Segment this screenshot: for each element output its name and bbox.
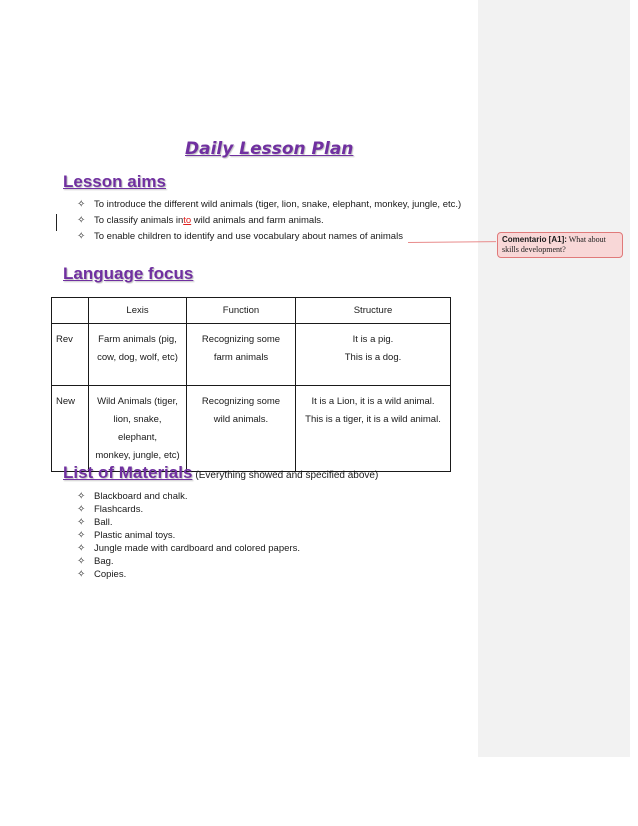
list-item[interactable]: ✧ Flashcards. — [77, 504, 144, 515]
bullet-icon: ✧ — [77, 491, 86, 502]
row-label: New — [52, 386, 89, 472]
bullet-icon: ✧ — [77, 569, 86, 580]
bullet-icon: ✧ — [77, 504, 86, 515]
comment-text: What about skills development? — [502, 235, 606, 254]
language-focus-table — [51, 297, 451, 472]
page-title: Daily Lesson Plan — [185, 139, 354, 159]
bullet-icon: ✧ — [77, 215, 86, 226]
bullet-icon: ✧ — [77, 231, 86, 242]
list-item[interactable]: ✧ Blackboard and chalk. — [77, 491, 188, 502]
list-item[interactable]: ✧ Bag. — [77, 556, 114, 567]
list-item[interactable]: ✧ To introduce the different wild animals (tiger, lion, snake, elephant, monkey, jungle, etc.) — [77, 197, 461, 213]
comment-margin-pane — [478, 0, 630, 757]
materials-note: (Everything showed and specified above) — [195, 470, 379, 481]
structure-cell: It is a Lion, it is a wild animal. This is a tiger, it is a wild animal. — [296, 386, 451, 472]
language-focus-heading: Language focus — [63, 264, 194, 283]
comment-balloon[interactable] — [497, 232, 623, 258]
lexis-cell: Farm animals (pig, cow, dog, wolf, etc) — [89, 324, 187, 386]
table-row — [52, 324, 451, 386]
table-header-cell: Function — [187, 298, 296, 324]
table-header-cell — [52, 298, 89, 324]
page-edge — [630, 0, 638, 826]
bullet-icon: ✧ — [77, 543, 86, 554]
table-row — [52, 386, 451, 472]
lexis-cell: Wild Animals (tiger, lion, snake, elephant, monkey, jungle, etc) — [89, 386, 187, 472]
table-header-cell: Lexis — [89, 298, 187, 324]
table-header-row — [52, 298, 451, 324]
materials-heading-line — [63, 463, 378, 483]
materials-heading: List of Materials — [63, 463, 193, 482]
materials-list — [77, 490, 300, 581]
list-item[interactable]: ✧ Ball. — [77, 517, 113, 528]
bullet-icon: ✧ — [77, 517, 86, 528]
bullet-icon: ✧ — [77, 199, 86, 210]
structure-cell: It is a pig. This is a dog. — [296, 324, 451, 386]
lesson-aims-list — [77, 197, 461, 245]
list-item[interactable] — [77, 229, 461, 245]
commented-text[interactable]: To enable children to identify and use vocabulary about names of animals — [94, 231, 403, 242]
change-bar — [56, 214, 57, 231]
list-item[interactable]: ✧ Copies. — [77, 569, 127, 580]
table-header-cell: Structure — [296, 298, 451, 324]
bullet-icon: ✧ — [77, 556, 86, 567]
list-item[interactable]: ✧ Jungle made with cardboard and colored papers. — [77, 543, 300, 554]
function-cell: Recognizing some wild animals. — [187, 386, 296, 472]
list-item[interactable]: ✧ Plastic animal toys. — [77, 530, 176, 541]
function-cell: Recognizing some farm animals — [187, 324, 296, 386]
row-label: Rev — [52, 324, 89, 386]
tracked-insertion[interactable]: to — [183, 215, 192, 226]
comment-author: Comentario [A1]: — [502, 235, 567, 244]
lesson-aims-heading: Lesson aims — [63, 172, 166, 191]
bullet-icon: ✧ — [77, 530, 86, 541]
list-item[interactable]: ✧ To classify animals into wild animals and farm animals. — [77, 213, 461, 229]
